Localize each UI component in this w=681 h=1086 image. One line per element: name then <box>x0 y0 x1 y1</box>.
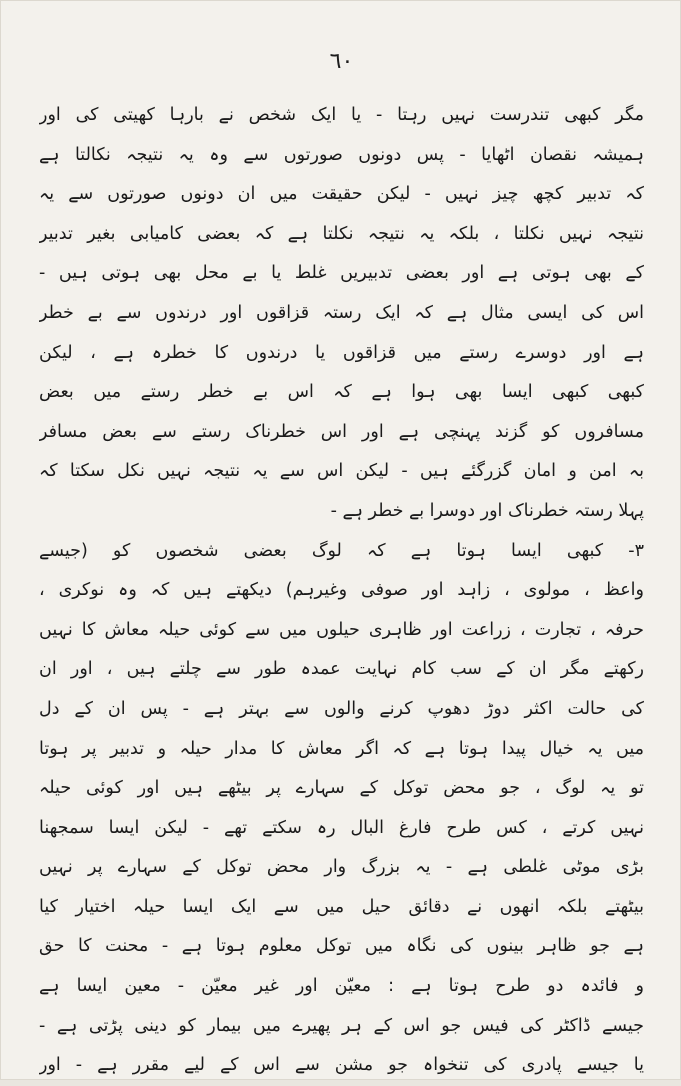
text-line: رکھتے مگر ان کے سب کام نہایت عمدہ طور سے چلتے ہیں ، اور ان <box>39 659 644 680</box>
text-line: پہلا رستہ خطرناک اور دوسرا بے خطر ہے - <box>330 500 644 521</box>
text-line: نتیجہ نہیں نکلتا ، بلکہ یہ نتیجہ نکلتا ہے کہ بعضی کامیابی بغیر تدبیر <box>39 223 644 244</box>
text-line: تو یہ لوگ ، جو محض توکل کے سہارے پر بیٹھے ہیں اور کوئی حیلہ <box>39 778 644 799</box>
text-line: کی حالت اکثر دوڑ دھوپ کرنے والوں سے بہتر ہے - پس ان کے دل <box>39 698 644 719</box>
text-line: نہیں کرتے ، کس طرح فارغ البال رہ سکتے تھے - لیکن ایسا سمجھنا <box>39 817 644 838</box>
page-body-text <box>39 96 644 1086</box>
text-line: ٣- کبھی ایسا ہوتا ہے کہ لوگ بعضی شخصوں کو (جیسے <box>39 540 644 561</box>
text-line: جیسے ڈاکٹر کی فیس جو اس کے ہر پھیرے میں بیمار کو دینی پڑتی ہے - <box>39 1015 644 1036</box>
text-line: بڑی موٹی غلطی ہے - یہ بزرگ وار محض توکل کے سہارے پر نہیں <box>39 857 644 878</box>
text-line: کے بھی ہوتی ہے اور بعضی تدبیریں غلط یا بے محل بھی ہوتی ہیں - <box>39 263 644 284</box>
text-line: حرفہ ، تجارت ، زراعت اور ظاہری حیلوں میں سے کوئی حیلہ معاش کا نہیں <box>39 619 644 640</box>
text-line: مگر کبھی تندرست نہیں رہتا - یا ایک شخص نے بارہا کھیتی کی اور <box>39 105 644 125</box>
text-line: و فائدہ دو طرح ہوتا ہے : معیّن اور غیر معیّن - معین ایسا ہے <box>39 976 644 997</box>
text-line: ہمیشہ نقصان اٹھایا - پس دونوں صورتوں سے وہ یہ نتیجہ نکالتا ہے <box>39 144 644 165</box>
text-line: ہے اور دوسرے رستے میں قزاقوں یا درندوں کا خطرہ ہے ، لیکن <box>39 342 644 363</box>
text-line: واعظ ، مولوی ، زاہد اور صوفی وغیرہم) دیکھتے ہیں کہ وہ نوکری ، <box>39 580 644 601</box>
page-number: ٦٠ <box>329 49 354 74</box>
text-line: اس کی ایسی مثال ہے کہ ایک رستہ قزاقوں اور درندوں سے بے خطر <box>39 302 644 323</box>
text-line: میں یہ خیال پیدا ہوتا ہے کہ اگر معاش کا مدار حیلہ و تدبیر پر ہوتا <box>39 738 644 759</box>
text-line: ہے جو ظاہر بینوں کی نگاہ میں توکل معلوم ہوتا ہے - محنت کا حق <box>39 936 644 957</box>
text-line: بیٹھتے بلکہ انھوں نے دقائق حیل میں سے ایک ایسا حیلہ اختیار کیا <box>39 896 644 917</box>
text-line: کبھی کبھی ایسا بھی ہوا ہے کہ اس بے خطر رستے میں بعض <box>39 382 644 403</box>
text-line: کہ تدبیر کچھ چیز نہیں - لیکن حقیقت میں ان دونوں صورتوں سے یہ <box>39 184 644 205</box>
text-line: مسافروں کو گزند پہنچی ہے اور اس خطرناک رستے سے بعض مسافر <box>39 421 644 442</box>
text-line: بہ امن و امان گزرگئے ہیں - لیکن اس سے یہ نتیجہ نہیں نکل سکتا کہ <box>39 461 644 482</box>
text-line: یا جیسے پادری کی تنخواہ جو مشن سے اس کے لیے مقرر ہے - اور <box>39 1055 644 1076</box>
